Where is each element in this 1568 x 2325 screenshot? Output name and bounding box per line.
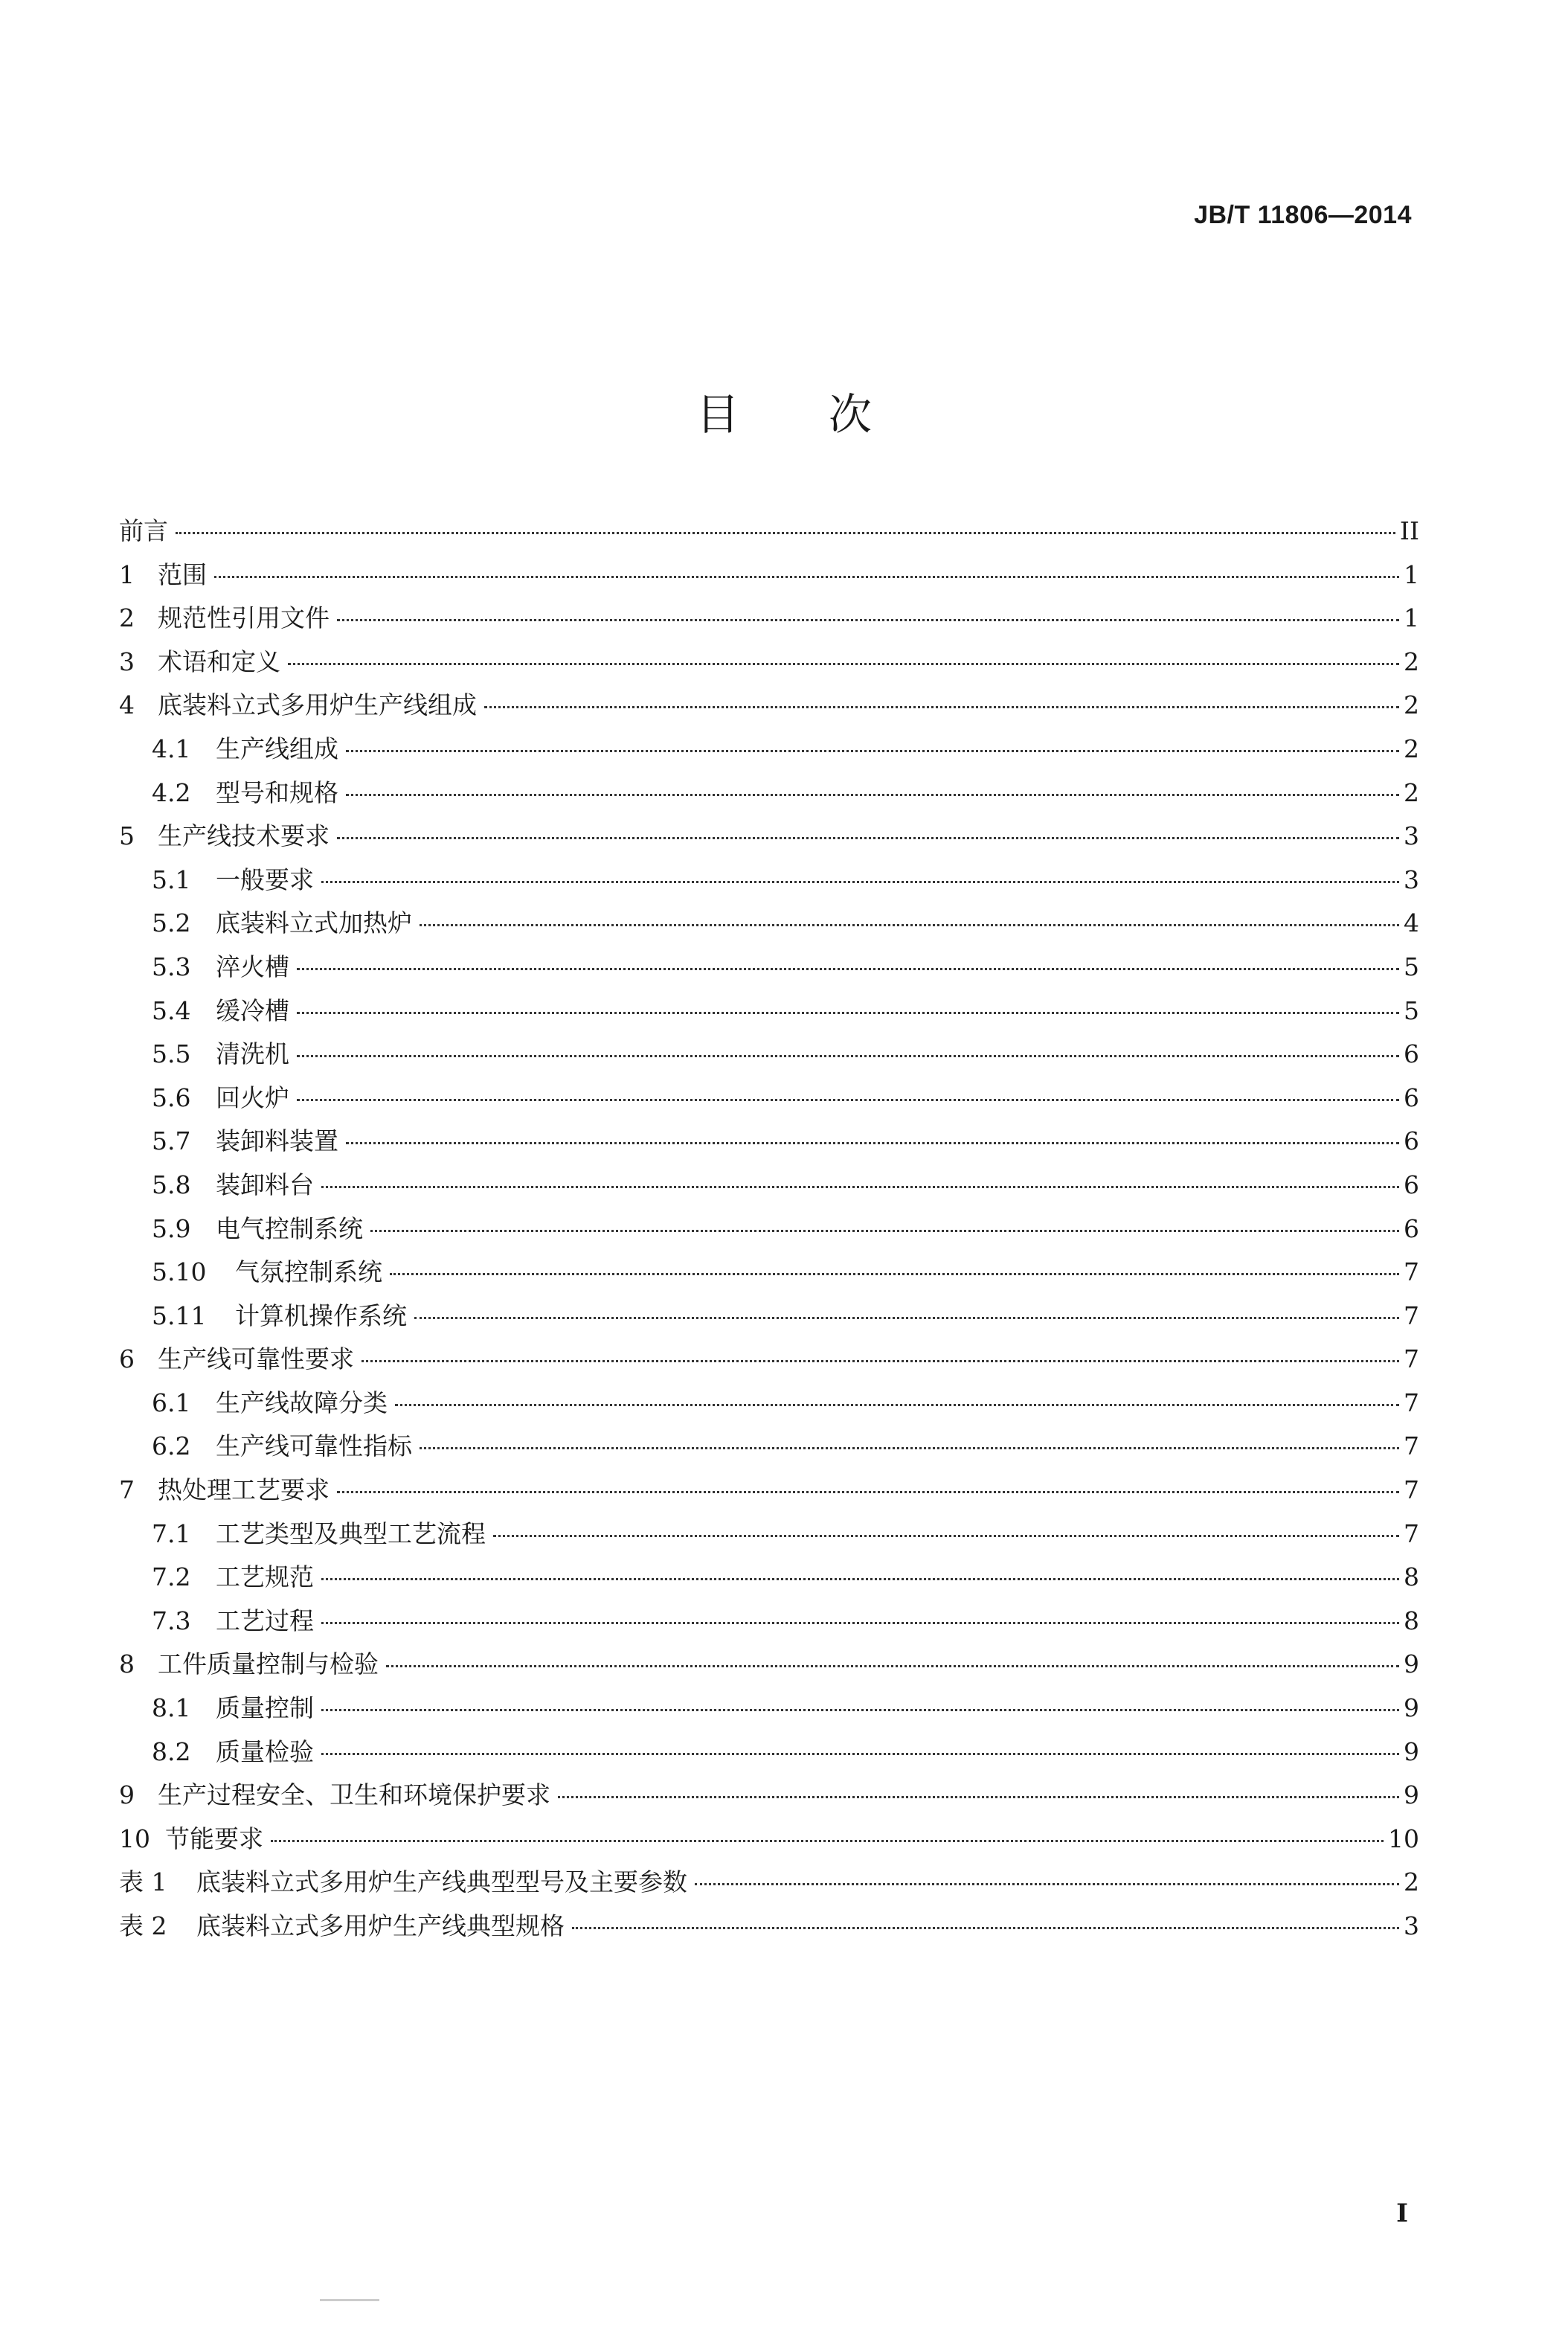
toc-leader-dots: [321, 1709, 1399, 1711]
toc-leader-dots: [386, 1665, 1399, 1667]
toc-entry[interactable]: [119, 512, 1419, 556]
toc-page: 2: [1404, 647, 1419, 676]
toc-title: 节能要求: [165, 1824, 263, 1853]
toc-entry[interactable]: [119, 1645, 1419, 1689]
toc-entry[interactable]: [119, 774, 1419, 818]
toc-leader-dots: [695, 1883, 1399, 1885]
toc-entry[interactable]: [119, 1820, 1419, 1864]
toc-entry[interactable]: [119, 1297, 1419, 1341]
toc-page: 1: [1404, 559, 1419, 589]
toc-title: 生产线可靠性要求: [158, 1344, 354, 1374]
toc-leader-dots: [362, 1360, 1399, 1362]
toc-entry[interactable]: [119, 904, 1419, 948]
toc-leader-dots: [493, 1535, 1399, 1537]
toc-number: 5.8: [152, 1170, 191, 1199]
toc-page: 9: [1404, 1693, 1419, 1723]
toc-leader-dots: [337, 619, 1399, 621]
toc-leader-dots: [346, 750, 1399, 752]
toc-title: 质量检验: [216, 1736, 314, 1766]
toc-page: 6: [1404, 1213, 1419, 1243]
toc-number: 5.11: [152, 1301, 207, 1330]
toc-page: 2: [1404, 690, 1419, 720]
toc-title: 生产线组成: [216, 734, 338, 763]
toc-leader-dots: [337, 837, 1399, 839]
toc-page: 7: [1404, 1301, 1419, 1330]
toc-entry[interactable]: [119, 730, 1419, 774]
toc-leader-dots: [321, 1622, 1399, 1624]
toc-entry[interactable]: [119, 1515, 1419, 1559]
toc-number: 5: [119, 821, 135, 851]
toc-number: 5.9: [152, 1213, 191, 1243]
toc-leader-dots: [420, 1447, 1399, 1449]
toc-leader-dots: [321, 1578, 1399, 1580]
toc-entry[interactable]: [119, 1776, 1419, 1820]
toc-leader-dots: [370, 1230, 1399, 1232]
toc-number: 9: [119, 1780, 135, 1810]
toc-page: 1: [1404, 603, 1419, 633]
toc-number: 6.1: [152, 1388, 191, 1417]
toc-leader-dots: [346, 794, 1399, 796]
toc-entry[interactable]: [119, 1471, 1419, 1515]
toc-number: 5.5: [152, 1039, 191, 1069]
toc-leader-dots: [558, 1796, 1399, 1798]
toc-entry[interactable]: [119, 1907, 1419, 1951]
toc-entry[interactable]: [119, 1166, 1419, 1210]
toc-number: 3: [119, 647, 135, 676]
toc-page: 10: [1388, 1824, 1419, 1853]
toc-title: 规范性引用文件: [158, 603, 330, 633]
toc-leader-dots: [337, 1491, 1399, 1493]
toc-title: 生产线技术要求: [158, 821, 330, 851]
toc-entry[interactable]: [119, 643, 1419, 687]
toc-page: 6: [1404, 1039, 1419, 1069]
toc-number: 5.4: [152, 995, 191, 1025]
toc-page: 5: [1404, 995, 1419, 1025]
toc-title: 电气控制系统: [216, 1213, 363, 1243]
toc-leader-dots: [297, 1055, 1399, 1057]
toc-entry[interactable]: [119, 686, 1419, 730]
toc-title: 前言: [119, 516, 168, 545]
toc-title: 术语和定义: [158, 647, 280, 676]
toc-number: 7.2: [152, 1562, 191, 1592]
toc-page: 7: [1404, 1519, 1419, 1548]
toc-leader-dots: [271, 1840, 1384, 1842]
toc-entry[interactable]: [119, 1253, 1419, 1297]
toc-page: 2: [1404, 734, 1419, 763]
toc-entry[interactable]: [119, 599, 1419, 643]
toc-number: 7.1: [152, 1519, 191, 1548]
toc-leader-dots: [288, 663, 1399, 665]
toc-title: 工艺规范: [216, 1562, 314, 1592]
toc-entry[interactable]: [119, 1602, 1419, 1646]
toc-page: 4: [1404, 908, 1419, 938]
toc-title: 装卸料装置: [216, 1126, 338, 1156]
toc-page: 7: [1404, 1257, 1419, 1287]
toc-leader-dots: [297, 968, 1399, 970]
toc-page: 9: [1404, 1780, 1419, 1810]
toc-number: 7: [119, 1475, 135, 1505]
toc-entry[interactable]: [119, 1340, 1419, 1384]
toc-title: 范围: [158, 559, 207, 589]
toc-number: 8.2: [152, 1736, 191, 1766]
toc-number: 7.3: [152, 1606, 191, 1635]
toc-page: 7: [1404, 1431, 1419, 1461]
toc-entry[interactable]: [119, 817, 1419, 861]
toc-page: 8: [1404, 1562, 1419, 1592]
toc-title: 质量控制: [216, 1693, 314, 1723]
toc-entry[interactable]: [119, 556, 1419, 600]
toc-entry[interactable]: [119, 992, 1419, 1036]
toc-page: 7: [1404, 1388, 1419, 1417]
toc-leader-dots: [321, 1186, 1399, 1188]
toc-entry[interactable]: [119, 1427, 1419, 1471]
toc-page: 9: [1404, 1736, 1419, 1766]
toc-page: 6: [1404, 1170, 1419, 1199]
toc-leader-dots: [484, 706, 1399, 708]
toc-page: 6: [1404, 1083, 1419, 1112]
toc-leader-dots: [414, 1317, 1399, 1319]
toc-entry[interactable]: [119, 1122, 1419, 1166]
toc-leader-dots: [214, 576, 1399, 578]
toc-leader-dots: [420, 924, 1399, 926]
standard-code: JB/T 11806—2014: [1194, 201, 1412, 229]
toc-title: 工艺类型及典型工艺流程: [216, 1519, 486, 1548]
toc-page: 3: [1404, 1911, 1419, 1940]
toc-number: 4: [119, 690, 135, 720]
toc-title: 气氛控制系统: [235, 1257, 382, 1287]
toc-page: II: [1399, 516, 1419, 545]
scan-artifact: [320, 2299, 379, 2301]
toc-page: 9: [1404, 1649, 1419, 1679]
toc-number: 10: [119, 1824, 150, 1853]
toc-title: 计算机操作系统: [235, 1301, 407, 1330]
toc-title: 底装料立式多用炉生产线组成: [158, 690, 477, 720]
toc-title: 淬火槽: [216, 952, 289, 981]
toc-title: 工艺过程: [216, 1606, 314, 1635]
toc-entry[interactable]: [119, 1079, 1419, 1123]
toc-number: 5.1: [152, 865, 191, 894]
toc-page: 2: [1404, 777, 1419, 807]
toc-leader-dots: [321, 1753, 1399, 1755]
toc-title: 热处理工艺要求: [158, 1475, 330, 1505]
toc-entry[interactable]: [119, 1863, 1419, 1907]
toc-number: 1: [119, 559, 135, 589]
toc-number: 8: [119, 1649, 135, 1679]
toc-entry[interactable]: [119, 1558, 1419, 1602]
toc-leader-dots: [321, 881, 1399, 883]
toc-page: 7: [1404, 1475, 1419, 1505]
toc-number: 5.10: [152, 1257, 207, 1287]
toc-title: 底装料立式多用炉生产线典型型号及主要参数: [196, 1867, 687, 1897]
toc-number: 8.1: [152, 1693, 191, 1723]
toc-number: 5.2: [152, 908, 191, 938]
toc-title: 底装料立式多用炉生产线典型规格: [196, 1911, 565, 1940]
toc-page: 8: [1404, 1606, 1419, 1635]
toc-number: 4.1: [152, 734, 191, 763]
toc-title: 缓冷槽: [216, 995, 289, 1025]
toc-number: 6.2: [152, 1431, 191, 1461]
toc-leader-dots: [297, 1012, 1399, 1014]
toc-entry[interactable]: [119, 1384, 1419, 1428]
toc-number: 2: [119, 603, 135, 633]
toc-number: 表 1: [119, 1867, 167, 1897]
toc-title: 装卸料台: [216, 1170, 314, 1199]
toc-number: 5.7: [152, 1126, 191, 1156]
toc-number: 4.2: [152, 777, 191, 807]
toc-number: 表 2: [119, 1911, 167, 1940]
toc-page: 7: [1404, 1344, 1419, 1374]
toc-leader-dots: [390, 1273, 1399, 1275]
toc-title: 生产线可靠性指标: [216, 1431, 412, 1461]
toc-leader-dots: [297, 1099, 1399, 1101]
toc-title: 生产线故障分类: [216, 1388, 388, 1417]
toc-title: 型号和规格: [216, 777, 338, 807]
toc-entry[interactable]: [119, 1210, 1419, 1254]
toc-leader-dots: [395, 1404, 1399, 1406]
toc-entry[interactable]: [119, 1035, 1419, 1079]
toc-title: 一般要求: [216, 865, 314, 894]
page-number: I: [1396, 2199, 1408, 2228]
toc-title: 工件质量控制与检验: [158, 1649, 379, 1679]
toc-number: 5.3: [152, 952, 191, 981]
toc-leader-dots: [176, 532, 1395, 534]
toc-title: 回火炉: [216, 1083, 289, 1112]
toc-number: 5.6: [152, 1083, 191, 1112]
toc-entry[interactable]: [119, 948, 1419, 992]
page-title: 目次: [695, 389, 961, 440]
toc-title: 生产过程安全、卫生和环境保护要求: [158, 1780, 550, 1810]
toc-entry[interactable]: [119, 861, 1419, 905]
toc-page: 5: [1404, 952, 1419, 981]
toc-leader-dots: [346, 1142, 1399, 1144]
toc-title: 底装料立式加热炉: [216, 908, 412, 938]
toc-entry[interactable]: [119, 1689, 1419, 1733]
toc-page: 2: [1404, 1867, 1419, 1897]
toc-page: 6: [1404, 1126, 1419, 1156]
toc-page: 3: [1404, 865, 1419, 894]
toc-entry[interactable]: [119, 1733, 1419, 1777]
toc-leader-dots: [572, 1927, 1399, 1929]
table-of-contents: [119, 512, 1419, 1951]
toc-title: 清洗机: [216, 1039, 289, 1069]
toc-page: 3: [1404, 821, 1419, 851]
toc-number: 6: [119, 1344, 135, 1374]
